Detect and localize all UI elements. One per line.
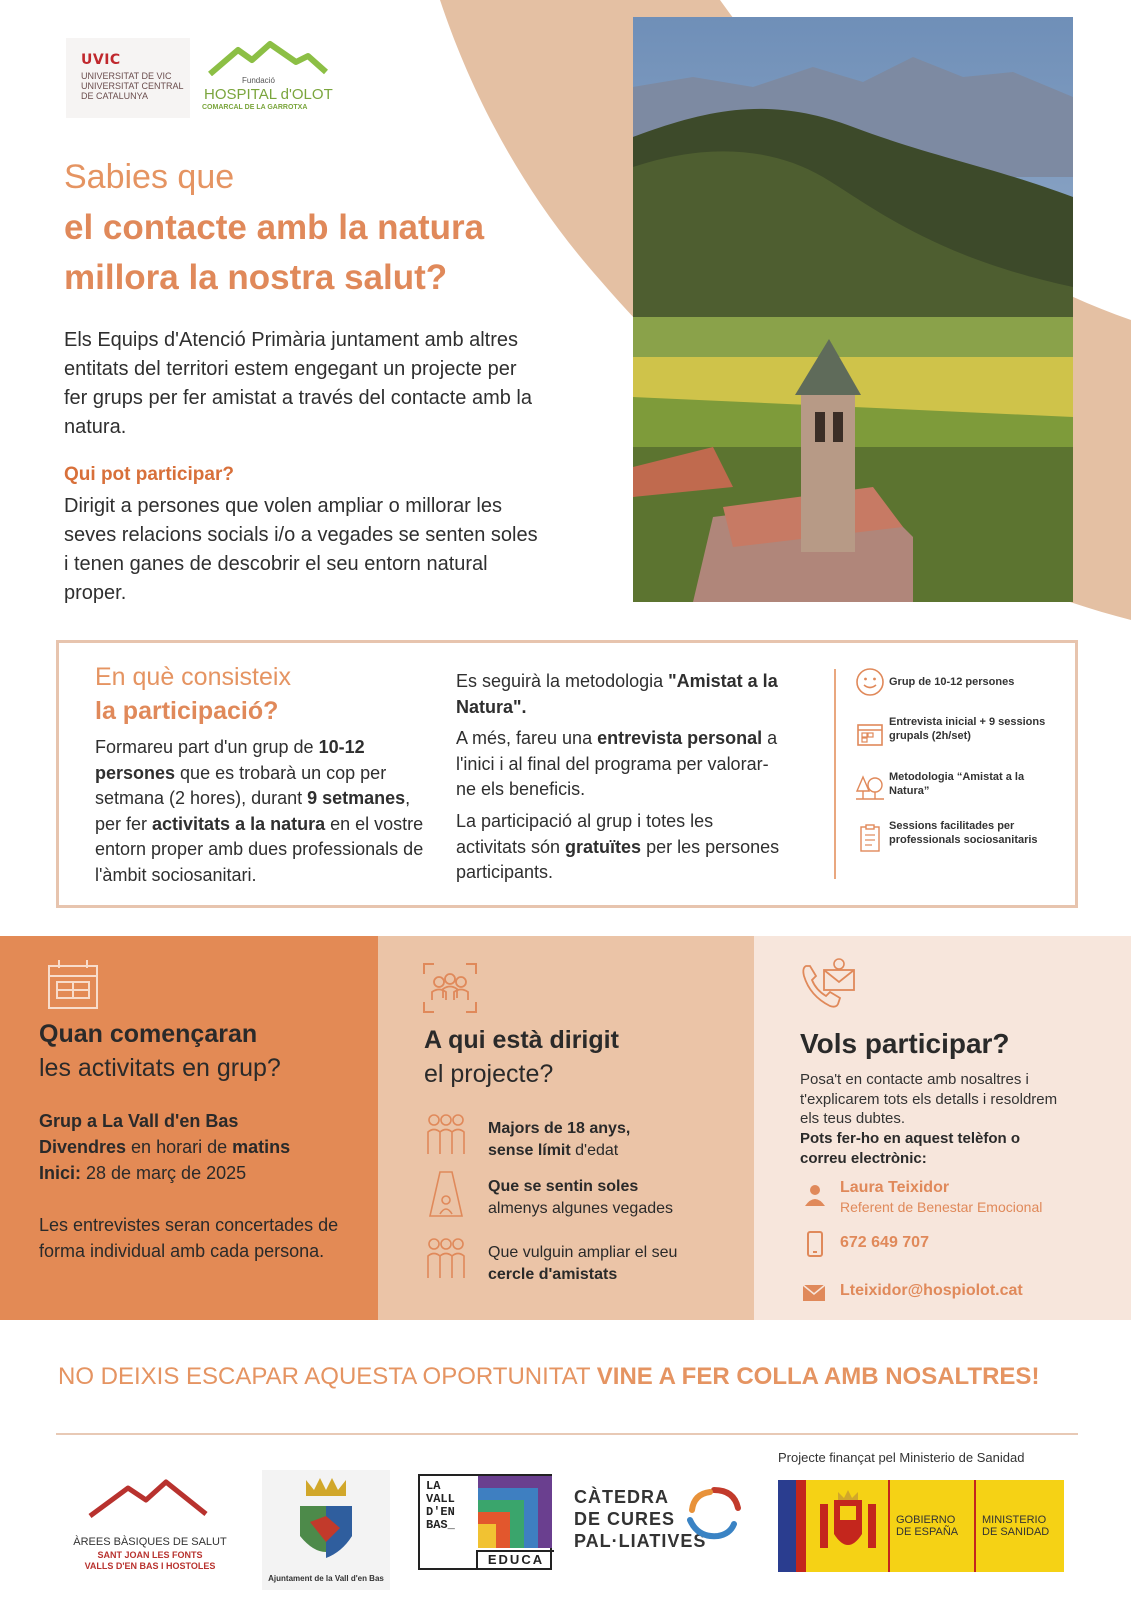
- mobile-phone-icon: [806, 1231, 824, 1257]
- email-icon: [802, 1284, 826, 1302]
- educa-title: LA VALL D'EN BAS_: [426, 1479, 455, 1532]
- hospital-name: HOSPITAL d'OLOT: [204, 86, 333, 103]
- feature-professionals: Sessions facilitades per professionals sociosanitaris: [889, 820, 1038, 846]
- abs-line-2: SANT JOAN LES FONTS: [97, 1550, 203, 1560]
- group-location: Grup a La Vall d'en Bas: [39, 1111, 239, 1131]
- hero-line-1: Sabies que: [64, 158, 235, 196]
- contact-name: Laura Teixidor: [840, 1179, 950, 1196]
- catedra-title: CÀTEDRA DE CURES PAL·LIATIVES: [574, 1487, 707, 1551]
- hero-line-2: el contacte amb la natura: [64, 208, 485, 247]
- group-start-date: Inici: 28 de març de 2025: [39, 1163, 247, 1183]
- catedra-swirl-icon: [684, 1486, 742, 1542]
- catedra-logo: [574, 1486, 744, 1566]
- contact-role: Referent de Benestar Emocional: [840, 1199, 1043, 1215]
- calendar-icon: [47, 958, 99, 1010]
- clipboard-icon: [855, 823, 885, 853]
- target-title: A qui està dirigit: [424, 1026, 619, 1054]
- contact-phone[interactable]: 672 649 707: [840, 1234, 929, 1251]
- gobierno-logo: [778, 1480, 1064, 1572]
- hospital-foundation-label: Fundació: [242, 76, 275, 85]
- mountain-logo-icon: [88, 1478, 208, 1518]
- ministerio-label: MINISTERIO DE SANIDAD: [982, 1514, 1050, 1538]
- educa-squares-icon: [478, 1476, 552, 1548]
- contact-title: Vols participar?: [800, 1028, 1010, 1059]
- intro-paragraph: Els Equips d'Atenció Primària juntament amb altres entitats del territori estem engegant un projecte per fer grups per fer amistat a través del contacte amb la natura.: [64, 329, 532, 438]
- spain-coat-of-arms-icon: [818, 1490, 878, 1562]
- call-to-action: NO DEIXIS ESCAPAR AQUESTA OPORTUNITAT VINE A FER COLLA AMB NOSALTRES!: [58, 1363, 1040, 1390]
- abs-line-3: VALLS D'EN BAS I HOSTOLES: [84, 1561, 216, 1571]
- methodology-paragraph: Es seguirà la metodologia "Amistat a la Natura".: [456, 671, 778, 717]
- footer-divider: [56, 1433, 1078, 1435]
- adults-icon: [424, 1112, 468, 1156]
- gobierno-label: GOBIERNO DE ESPAÑA: [896, 1514, 959, 1538]
- abs-logo: [70, 1478, 230, 1578]
- group-schedule: Divendres en horari de matins: [39, 1137, 291, 1157]
- participation-box: [56, 640, 1078, 908]
- target-item-lonely: Que se sentin soles almenys algunes vegades: [488, 1178, 674, 1217]
- when-title: Quan començaran: [39, 1020, 258, 1048]
- feature-methodology: Metodologia “Amistat a la Natura”: [889, 771, 1025, 797]
- target-subtitle: el projecte?: [424, 1060, 554, 1088]
- participation-heading-bold: la participació?: [95, 697, 279, 725]
- lonely-person-icon: [428, 1170, 464, 1220]
- interview-note: Les entrevistes seran concertades de forma individual amb cada persona.: [39, 1215, 339, 1261]
- mountain-logo-icon: [208, 40, 328, 76]
- participation-heading-light: En què consisteix: [95, 663, 291, 691]
- who-heading: Qui pot participar?: [64, 464, 234, 485]
- feature-group-size: Grup de 10-12 persones: [889, 676, 1015, 688]
- ajuntament-label: Ajuntament de la Vall d'en Bas: [268, 1574, 384, 1583]
- interview-paragraph: A més, fareu una entrevista personal a l'inici i al final del programa per valorar-ne els beneficis.: [456, 728, 778, 799]
- when-subtitle: les activitats en grup?: [39, 1054, 281, 1082]
- flag-red-stripe: [796, 1480, 806, 1572]
- gobierno-divider: [888, 1480, 890, 1572]
- calendar-icon: [855, 719, 885, 749]
- contact-email[interactable]: Lteixidor@hospiolot.cat: [840, 1282, 1023, 1299]
- educa-label: EDUCA: [476, 1550, 554, 1570]
- target-item-age: Majors de 18 anys, sense límit d'edat: [488, 1120, 631, 1159]
- free-paragraph: La participació al grup i totes les activitats són gratuïtes per les persones participants.: [456, 811, 780, 882]
- coat-of-arms-icon: [296, 1476, 356, 1568]
- hero-line-3: millora la nostra salut?: [64, 258, 448, 297]
- eu-flag-strip: [778, 1480, 796, 1572]
- participation-description: Formareu part d'un grup de 10-12 persones que es trobarà un cop per setmana (2 hores), durant 9 setmanes, per fer activitats a la natura en el vostre entorn proper amb dues professionals de l'àmbit sociosanitari.: [95, 737, 424, 885]
- features-divider: [834, 669, 836, 879]
- ministerio-divider: [974, 1480, 976, 1572]
- who-paragraph: Dirigit a persones que volen ampliar o millorar les seves relacions socials i/o a vegades se senten soles i tenen ganes de descobrir el seu entorn natural proper.: [64, 495, 538, 604]
- target-panel: [378, 936, 754, 1320]
- funded-by-label: Projecte finançat pel Ministerio de Sanidad: [778, 1450, 1025, 1465]
- uvic-logo-text: UNIVERSITAT DE VIC UNIVERSITAT CENTRAL DE CATALUNYA: [81, 71, 184, 101]
- hospital-subtitle: COMARCAL DE LA GARROTXA: [202, 104, 308, 111]
- group-people-icon: [422, 962, 478, 1014]
- ajuntament-logo: [262, 1470, 390, 1590]
- landscape-photo: [633, 17, 1073, 602]
- target-item-friends: Que vulguin ampliar el seu cercle d'amistats: [488, 1244, 678, 1283]
- contact-panel: [754, 936, 1131, 1320]
- person-icon: [804, 1184, 826, 1206]
- smile-icon: [855, 667, 885, 697]
- when-panel: [0, 936, 378, 1320]
- friends-circle-icon: [424, 1236, 468, 1280]
- abs-title: ÀREES BÀSIQUES DE SALUT: [73, 1536, 227, 1548]
- uvic-logo-mark: UVIC: [81, 52, 121, 68]
- educa-logo: [418, 1474, 552, 1570]
- uvic-logo: [66, 38, 190, 118]
- tree-icon: [855, 773, 885, 803]
- feature-sessions: Entrevista inicial + 9 sessions grupals (2h/set): [889, 716, 1046, 742]
- contact-intro: Posa't en contacte amb nosaltres i t'explicarem tots els detalls i resoldrem els teus dubtes.: [800, 1071, 1058, 1127]
- phone-email-icon: [800, 956, 858, 1012]
- contact-intro-bold: Pots fer-ho en aquest telèfon o correu electrònic:: [800, 1130, 1021, 1167]
- hospital-olot-logo: [200, 38, 340, 118]
